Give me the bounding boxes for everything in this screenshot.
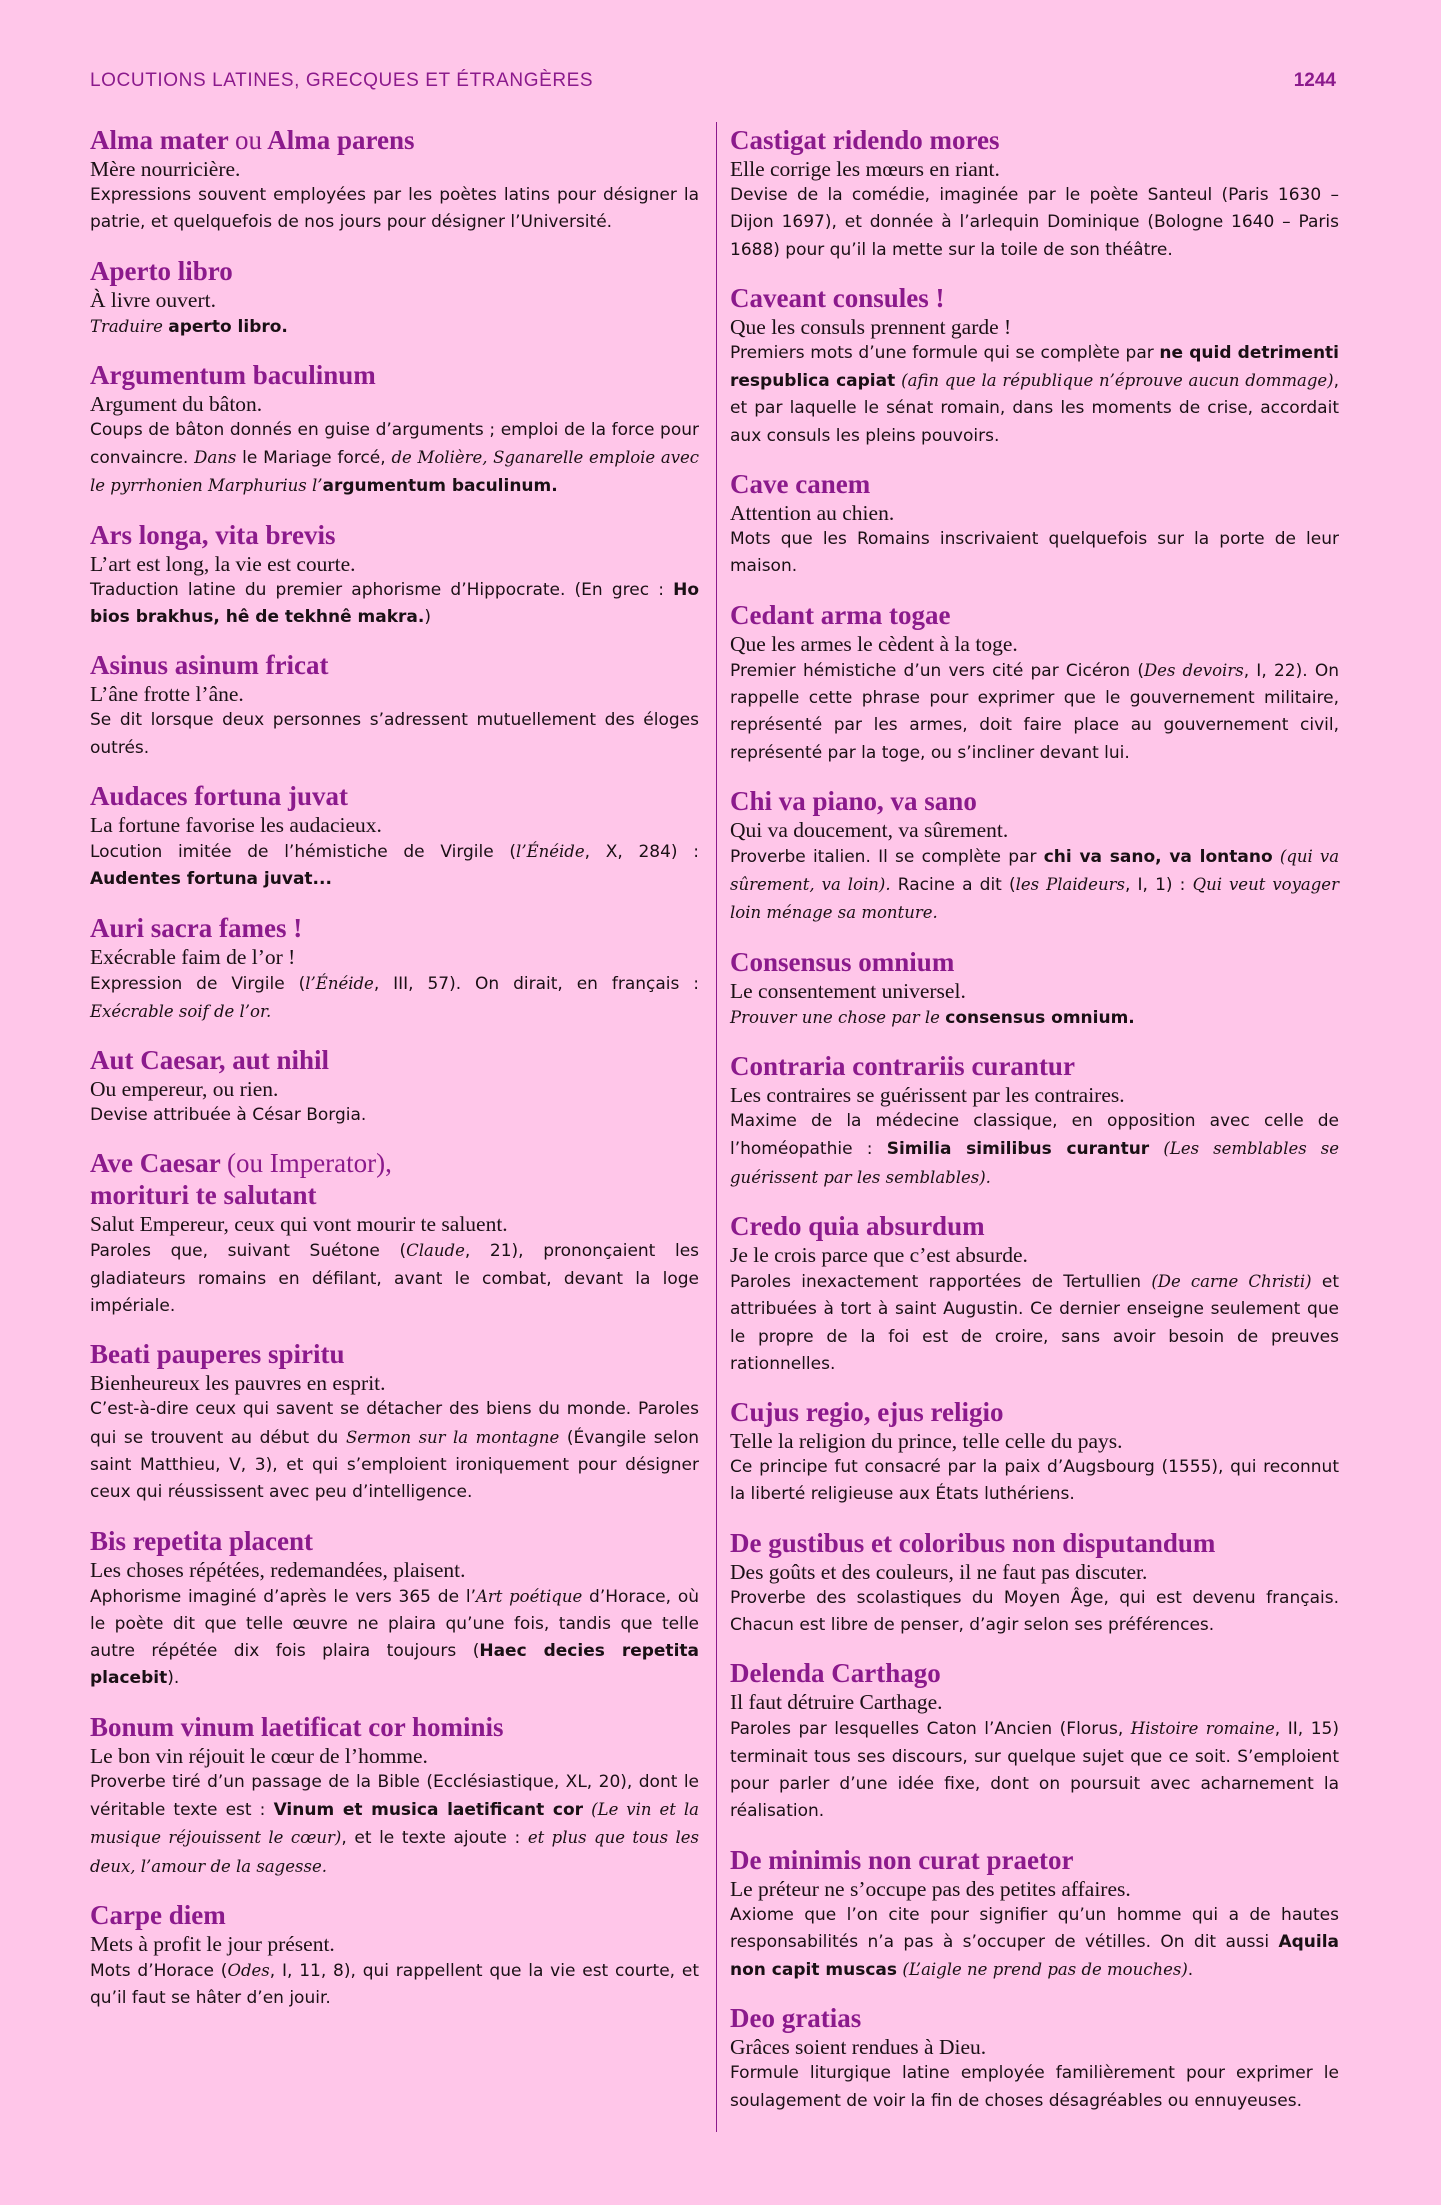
entry-title: Deo gratias — [730, 2003, 862, 2034]
entry-title: Delenda Carthago — [730, 1658, 941, 1689]
entry-translation: Mets à profit le jour présent. — [90, 1931, 335, 1956]
entry-translation: Les choses répétées, redemandées, plaisent. — [90, 1557, 466, 1582]
page-number: 1244 — [1293, 70, 1336, 91]
entry-title: Auri sacra fames ! — [90, 912, 303, 943]
entry-chi-va-piano — [730, 785, 1339, 928]
entry-body: Premiers mots d’une formule qui se complète par ne quid detrimenti respublica capiat (afin que la république n’éprouve aucun dommage), et par laquelle le sénat romain, dans les moments de crise, accordait aux consuls les pleins pouvoirs. — [730, 342, 1339, 446]
entry-translation: Bienheureux les pauvres en esprit. — [90, 1371, 386, 1396]
entry-title: Chi va piano, va sano — [730, 785, 977, 816]
entry-title: Castigat ridendo mores — [730, 125, 1000, 155]
entry-body: Expression de Virgile (l’Énéide, III, 57). On dirait, en français : Exécrable soif de l’or. — [90, 973, 699, 1021]
entry-carpe-diem — [90, 1899, 699, 2013]
entry-de-minimis — [730, 1844, 1339, 1985]
entry-castigat-ridendo — [730, 124, 1339, 264]
entry-title: Asinus asinum fricat — [90, 650, 329, 681]
right-column — [730, 124, 1339, 2133]
entry-translation: Attention au chien. — [730, 501, 895, 526]
entry-title: Aut Caesar, aut nihil — [90, 1045, 330, 1076]
entry-translation: Mère nourricière. — [90, 157, 241, 181]
entry-body: Proverbe tiré d’un passage de la Bible (Ecclésiastique, XL, 20), dont le véritable texte est : Vinum et musica laetificant cor (Le vin et la musique réjouissent le cœur), et le texte ajoute : et plus que tous les deux, l’amour de la sagesse. — [90, 1771, 699, 1876]
entry-body: Paroles que, suivant Suétone (Claude, 21), prononçaient les gladiateurs romains en défilant, avant le combat, devant la loge impériale. — [90, 1241, 700, 1317]
entry-translation: Le consentement universel. — [730, 978, 966, 1003]
entry-title: Cedant arma togae — [730, 599, 951, 630]
entry-title: Argumentum baculinum — [90, 359, 376, 390]
entry-title: Bis repetita placent — [90, 1525, 313, 1556]
entry-body: Proverbe italien. Il se complète par chi va sano, va lontano (qui va sûrement, va loin). Racine a dit (les Plaideurs, I, 1) : Qui veut voyager loin ménage sa monture. — [730, 846, 1340, 923]
entry-caveant-consules — [730, 282, 1339, 450]
entry-body: Traduction latine du premier aphorisme d’Hippocrate. (En grec : Ho bios brakhus, hê de tekhnê makra.) — [90, 579, 700, 628]
entry-translation: Il faut détruire Carthage. — [730, 1690, 943, 1715]
entry-deo-gratias — [730, 2002, 1339, 2115]
entry-contraria-contrariis — [730, 1050, 1339, 1192]
running-title: LOCUTIONS LATINES, GRECQUES ET ÉTRANGÈRES — [90, 70, 594, 91]
entry-bonum-vinum — [90, 1711, 699, 1881]
entry-title: De gustibus et coloribus non disputandum — [730, 1527, 1216, 1558]
entry-translation: Telle la religion du prince, telle celle du pays. — [730, 1429, 1123, 1454]
entry-title: Consensus omnium — [730, 946, 955, 977]
entry-delenda-carthago — [730, 1657, 1339, 1825]
entry-body: Devise attribuée à César Borgia. — [90, 1105, 367, 1126]
entry-translation: Les contraires se guérissent par les contraires. — [730, 1083, 1125, 1108]
entry-body: Expressions souvent employées par les poètes latins pour désigner la patrie, et quelquefois de nos jours pour désigner l’Université. — [90, 185, 699, 233]
entry-body: Paroles par lesquelles Caton l’Ancien (Florus, Histoire romaine, II, 15) terminait tous ses discours, sur quelque sujet que ce soit. S’emploient pour parler d’une idée fixe, dont on poursuit avec acharnement la réalisation. — [730, 1719, 1339, 1822]
entry-body: Formule liturgique latine employée familièrement pour exprimer le soulagement de voir la fin de choses désagréables ou ennuyeuses. — [730, 2063, 1339, 2111]
entry-body: Maxime de la médecine classique, en opposition avec celle de l’homéopathie : Similia similibus curantur (Les semblables se guérissent par les semblables). — [730, 1111, 1340, 1187]
entry-body: Devise de la comédie, imaginée par le poète Santeul (Paris 1630 – Dijon 1697), et donnée à l’arlequin Dominique (Bologne 1640 – Paris 1688) pour qu’il la mette sur la toile de son théâtre. — [730, 185, 1339, 260]
entry-body: Locution imitée de l’hémistiche de Virgile (l’Énéide, X, 284) : Audentes fortuna juvat... — [90, 841, 699, 890]
entry-translation: Je le crois parce que c’est absurde. — [730, 1242, 1028, 1267]
entry-translation: L’âne frotte l’âne. — [90, 682, 244, 707]
entry-body: Paroles inexactement rapportées de Tertullien (De carne Christi) et attribuées à tort à saint Augustin. Ce dernier enseigne seulement que le propre de la foi est de croire, sans avoir besoin de preuves rationnelles. — [730, 1271, 1340, 1374]
entry-title: Caveant consules ! — [730, 282, 945, 313]
entry-credo-quia — [730, 1210, 1339, 1378]
entry-title: Alma mater ou Alma parens — [90, 125, 415, 155]
entry-title: Ars longa, vita brevis — [90, 519, 336, 550]
column-divider — [716, 122, 717, 2132]
entry-body: Proverbe des scolastiques du Moyen Âge, qui est devenu français. Chacun est libre de penser, d’agir selon ses préférences. — [730, 1587, 1339, 1636]
entry-body: Premier hémistiche d’un vers cité par Cicéron (Des devoirs, I, 22). On rappelle cette phrase pour exprimer que le gouvernement militaire, représenté par les armes, doit faire place au gouvernement civil, représenté par la toge, ou s’incliner devant lui. — [730, 660, 1339, 763]
entry-title: Audaces fortuna juvat — [90, 780, 349, 811]
entry-aut-caesar — [90, 1044, 699, 1129]
entry-body: Coups de bâton donnés en guise d’arguments ; emploi de la force pour convaincre. Dans le Mariage forcé, de Molière, Sganarelle emploie avec le pyrrhonien Marphurius l’argumentum baculinum. — [90, 419, 700, 497]
entry-body: Mots que les Romains inscrivaient quelquefois sur la porte de leur maison. — [730, 529, 1339, 577]
entry-cujus-regio — [730, 1396, 1339, 1509]
entry-title: Beati pauperes spiritu — [90, 1339, 345, 1370]
entry-translation: Que les consuls prennent garde ! — [730, 314, 1012, 339]
entry-title: Credo quia absurdum — [730, 1210, 985, 1241]
entry-beati-pauperes — [90, 1338, 699, 1506]
entry-title: De minimis non curat praetor — [730, 1844, 1074, 1875]
entry-translation: Salut Empereur, ceux qui vont mourir te saluent. — [90, 1212, 508, 1237]
entry-title: Aperto libro — [90, 255, 233, 286]
entry-cave-canem — [730, 468, 1339, 581]
entry-translation: La fortune favorise les audacieux. — [90, 812, 382, 837]
entry-translation: Des goûts et des couleurs, il ne faut pas discuter. — [730, 1559, 1148, 1584]
entry-translation: À livre ouvert. — [90, 287, 216, 312]
entry-title: Bonum vinum laetificat cor hominis — [90, 1711, 504, 1742]
entry-audaces-fortuna — [90, 780, 699, 894]
entry-translation: L’art est long, la vie est courte. — [90, 551, 356, 576]
entry-translation: Le préteur ne s’occupe pas des petites affaires. — [730, 1876, 1131, 1901]
entry-body: Se dit lorsque deux personnes s’adressent mutuellement des éloges outrés. — [90, 710, 699, 758]
entry-body: Axiome que l’on cite pour signifier qu’un homme qui a de hautes responsabilités n’a pas à s’occuper de vétilles. On dit aussi Aquila non capit muscas (L’aigle ne prend pas de mouches). — [730, 1904, 1339, 1981]
entry-asinus-asinum — [90, 649, 699, 762]
entry-de-gustibus — [730, 1527, 1339, 1640]
entry-body: Ce principe fut consacré par la paix d’Augsbourg (1555), qui reconnut la liberté religieuse aux États luthériens. — [730, 1457, 1339, 1505]
entry-body: Traduire aperto libro. — [90, 316, 288, 337]
entry-translation: Le bon vin réjouit le cœur de l’homme. — [90, 1743, 428, 1768]
entry-translation: Elle corrige les mœurs en riant. — [730, 157, 1000, 181]
entry-aperto-libro — [90, 255, 699, 341]
entry-translation: Que les armes le cèdent à la toge. — [730, 631, 1018, 656]
entry-bis-repetita — [90, 1525, 699, 1693]
entry-translation: Grâces soient rendues à Dieu. — [730, 2035, 987, 2060]
entry-body: Prouver une chose par le consensus omnium. — [730, 1007, 1135, 1028]
entry-title: Carpe diem — [90, 1899, 226, 1930]
entry-translation: Argument du bâton. — [90, 391, 263, 416]
left-column — [90, 124, 699, 2031]
entry-title: Ave Caesar (ou Imperator), morituri te salutant — [90, 1148, 392, 1211]
entry-body: C’est-à-dire ceux qui savent se détacher des biens du monde. Paroles qui se trouvent au début du Sermon sur la montagne (Évangile selon saint Matthieu, V, 3), et qui s’emploient ironiquement pour désigner ceux qui réussissent avec peu d’intelligence. — [90, 1399, 700, 1503]
page-header — [90, 66, 1336, 96]
entry-title: Contraria contrariis curantur — [730, 1051, 1075, 1082]
entry-argumentum-baculinum — [90, 359, 699, 501]
entry-ave-caesar — [90, 1147, 699, 1320]
entry-alma-mater — [90, 124, 699, 237]
entry-title: Cujus regio, ejus religio — [730, 1397, 1004, 1428]
entry-auri-sacra — [90, 912, 699, 1027]
entry-consensus-omnium — [730, 946, 1339, 1032]
entry-ars-longa — [90, 519, 699, 632]
entry-title: Cave canem — [730, 469, 871, 500]
entry-translation: Ou empereur, ou rien. — [90, 1077, 279, 1102]
entry-translation: Qui va doucement, va sûrement. — [730, 817, 1009, 842]
entry-cedant-arma — [730, 599, 1339, 767]
entry-body: Mots d’Horace (Odes, I, 11, 8), qui rappellent que la vie est courte, et qu’il faut se hâter d’en jouir. — [90, 1960, 699, 2009]
entry-translation: Exécrable faim de l’or ! — [90, 944, 296, 969]
entry-body: Aphorisme imaginé d’après le vers 365 de l’Art poétique d’Horace, où le poète dit que telle œuvre ne plaira qu’une fois, tandis que telle autre répétée dix fois plaira toujours (Haec decies repetita placebit). — [90, 1586, 700, 1689]
